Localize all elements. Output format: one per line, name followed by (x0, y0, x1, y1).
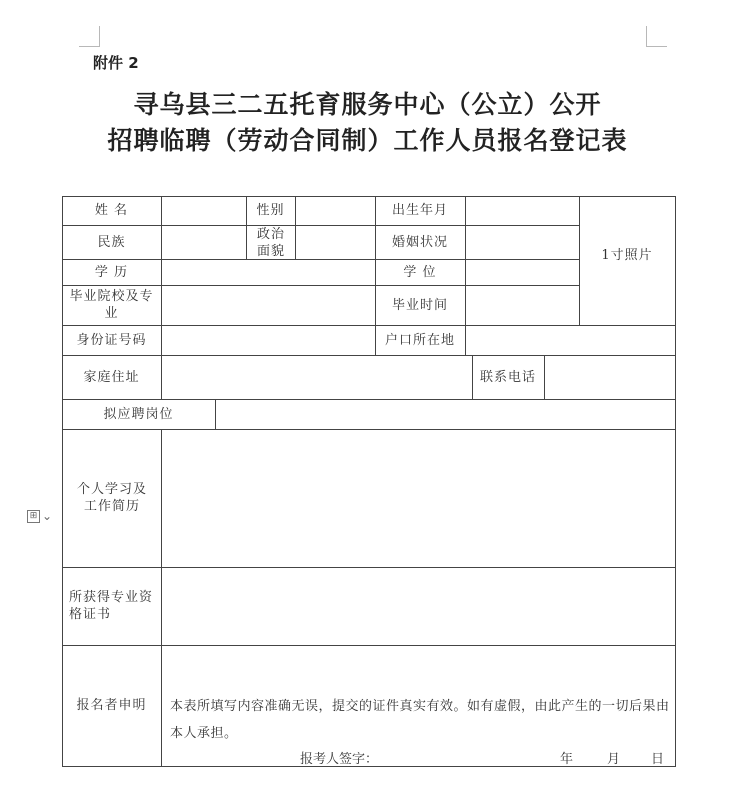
signature-month: 月 (607, 752, 621, 767)
label-birth: 出生年月 (391, 203, 448, 218)
label-school: 毕业院校及专业 (69, 289, 154, 321)
label-phone: 联系电话 (479, 369, 536, 385)
marital-field[interactable] (466, 226, 579, 259)
label-id-number: 身份证号码 (76, 332, 147, 348)
attachment-label: 附件 2 (93, 54, 139, 72)
label-gender: 性别 (256, 203, 285, 218)
name-field[interactable] (162, 197, 246, 225)
id-number-field[interactable] (162, 326, 375, 355)
label-position: 拟应聘岗位 (103, 406, 174, 422)
table-move-icon[interactable]: ⊞ (27, 510, 40, 523)
grad-time-field[interactable] (466, 286, 579, 325)
position-field[interactable] (216, 400, 675, 429)
title-line-1: 寻乌县三二五托育服务中心（公立）公开 (133, 90, 602, 119)
label-degree: 学 位 (403, 264, 437, 280)
label-photo: 1寸照片 (601, 247, 653, 263)
declaration-text: 本表所填写内容准确无误，提交的证件真实有效。如有虚假，由此产生的一切后果由本人承担。 (170, 699, 670, 741)
hukou-field[interactable] (466, 326, 675, 355)
signature-field[interactable] (385, 748, 555, 764)
signature-year: 年 (560, 752, 574, 767)
label-address: 家庭住址 (83, 369, 140, 385)
birth-field[interactable] (466, 197, 579, 225)
degree-field[interactable] (466, 260, 579, 285)
resume-field[interactable] (162, 430, 675, 567)
label-hukou: 户口所在地 (384, 332, 455, 348)
address-field[interactable] (162, 356, 472, 399)
certificates-field[interactable] (162, 568, 675, 645)
label-name: 姓 名 (94, 203, 129, 218)
label-grad-time: 毕业时间 (391, 297, 448, 313)
gender-field[interactable] (296, 197, 375, 225)
signature-day: 日 (651, 752, 665, 767)
political-field[interactable] (296, 226, 375, 259)
label-ethnicity: 民族 (97, 234, 126, 250)
label-certificates: 所获得专业资格证书 (69, 590, 154, 622)
phone-field[interactable] (545, 356, 675, 399)
label-marital: 婚姻状况 (391, 234, 448, 250)
label-resume: 个人学习及工作简历 (76, 482, 147, 514)
title-line-2: 招聘临聘（劳动合同制）工作人员报名登记表 (107, 126, 628, 155)
signature-label: 报考人签字： (300, 752, 379, 767)
label-political: 政治面貌 (256, 227, 285, 259)
photo-area[interactable] (580, 197, 675, 325)
ethnicity-field[interactable] (162, 226, 246, 259)
school-field[interactable] (162, 286, 375, 325)
label-education: 学 历 (94, 264, 129, 280)
label-declaration: 报名者申明 (76, 698, 147, 713)
chevron-down-icon[interactable]: ⌄ (42, 509, 53, 523)
education-field[interactable] (162, 260, 375, 285)
